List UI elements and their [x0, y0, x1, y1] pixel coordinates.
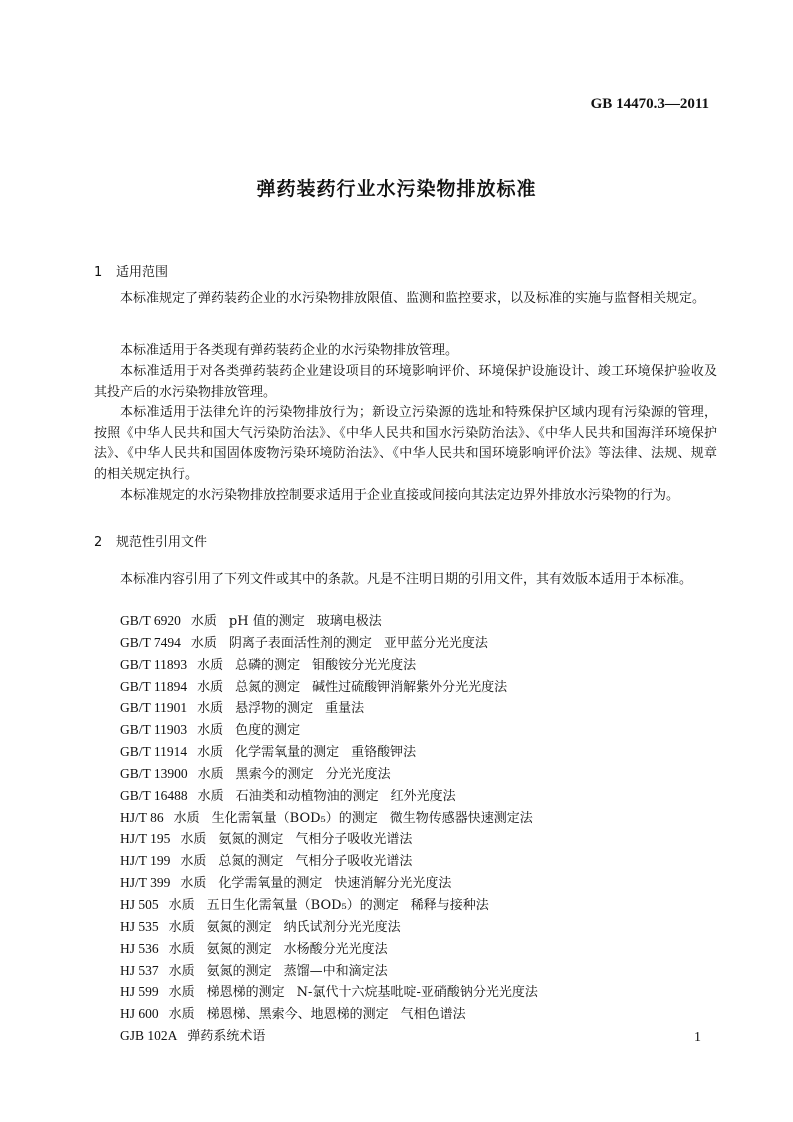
reference-technique: 气相分子吸收光谱法: [295, 832, 413, 848]
reference-technique: 重量法: [325, 701, 365, 717]
reference-method: 色度的测定: [235, 723, 301, 739]
reference-technique: 重铬酸钾法: [351, 745, 417, 761]
reference-method: 阴离子表面活性剂的测定: [228, 635, 372, 651]
reference-item: [120, 982, 720, 1004]
reference-technique: 微生物传感器快速测定法: [389, 810, 533, 826]
section-1-paragraph: 本标准适用于各类现有弹药装药企业的水污染物排放管理。: [120, 343, 459, 358]
reference-method: 生化需氧量（BOD₅）的测定: [211, 810, 378, 826]
reference-code: GJB 102A: [120, 1028, 178, 1044]
standard-code: GB 14470.3—2011: [590, 96, 709, 112]
reference-item: [120, 961, 720, 983]
reference-item: [120, 655, 720, 677]
document-title: 弹药装药行业水污染物排放标准: [256, 178, 537, 200]
reference-method: 黑索今的测定: [235, 766, 314, 782]
reference-code: HJ/T 199: [120, 853, 171, 869]
reference-item: [120, 611, 720, 633]
section-1-paragraph: 本标准适用于对各类弹药装药企业建设项目的环境影响评价、环境保护设施设计、竣工环境保护验收及其投产后的水污染物排放管理。: [94, 364, 717, 400]
reference-name: 水质: [180, 876, 207, 892]
reference-code: GB/T 7494: [120, 634, 181, 650]
reference-method: 氨氮的测定: [206, 963, 272, 979]
reference-code: HJ 536: [120, 940, 159, 956]
reference-technique: N-氯代十六烷基吡啶-亚硝酸钠分光光度法: [296, 985, 538, 1001]
reference-name: 水质: [168, 897, 195, 913]
reference-name: 水质: [197, 701, 224, 717]
section-2-number: 2: [94, 535, 103, 550]
section-1-heading: [94, 261, 168, 280]
reference-method: pH 值的测定: [228, 614, 305, 629]
reference-item: [120, 698, 720, 720]
reference-code: GB/T 16488: [120, 787, 188, 803]
reference-code: HJ 537: [120, 962, 159, 978]
reference-method: 总磷的测定: [235, 657, 301, 673]
reference-method: 石油类和动植物油的测定: [235, 788, 379, 804]
reference-name: 水质: [197, 766, 224, 782]
reference-method: 氨氮的测定: [218, 832, 284, 848]
reference-code: GB/T 6920: [120, 613, 181, 628]
reference-technique: 气相分子吸收光谱法: [295, 854, 413, 870]
reference-technique: 碱性过硫酸钾消解紫外分光光度法: [312, 679, 508, 695]
reference-method: 总氮的测定: [235, 679, 301, 695]
reference-code: HJ 600: [120, 1006, 159, 1022]
reference-name: 水质: [197, 679, 224, 695]
reference-code: GB/T 11903: [120, 722, 188, 738]
reference-method: 化学需氧量的测定: [235, 745, 340, 761]
reference-method: 五日生化需氧量（BOD₅）的测定: [206, 897, 399, 913]
reference-name: 水质: [168, 963, 195, 979]
reference-name: 水质: [173, 810, 200, 826]
reference-technique: 蒸馏—中和滴定法: [283, 963, 388, 979]
section-2-title: 规范性引用文件: [116, 535, 208, 550]
reference-item: [120, 808, 720, 830]
page-number: 1: [694, 1030, 701, 1045]
reference-item: [120, 677, 720, 699]
reference-technique: 气相色谱法: [400, 1007, 466, 1023]
reference-method: 化学需氧量的测定: [218, 876, 323, 892]
reference-method: 总氮的测定: [218, 854, 284, 870]
reference-name: 弹药系统术语: [187, 1029, 266, 1045]
reference-name: 水质: [197, 723, 224, 739]
reference-name: 水质: [197, 657, 224, 673]
reference-item: [120, 851, 720, 873]
section-1-number: 1: [94, 265, 103, 280]
reference-item: [120, 742, 720, 764]
reference-name: 水质: [190, 614, 217, 629]
reference-item: [120, 917, 720, 939]
reference-method: 氨氮的测定: [206, 919, 272, 935]
section-2-heading: [94, 531, 207, 550]
reference-code: HJ 505: [120, 896, 159, 912]
reference-technique: 红外光度法: [390, 788, 456, 804]
section-1-paragraph: 本标准适用于法律允许的污染物排放行为；新设立污染源的选址和特殊保护区域内现有污染源的管理，按照《中华人民共和国大气污染防治法》、《中华人民共和国水污染防治法》、《中华人民共和国海洋环境保护法》、《中华人民共和国固体废物污染环境防治法》、《中华人民共和国环境影响评价法》等法律、法规、规章的相关规定执行。: [94, 405, 717, 482]
reference-item: [120, 720, 720, 742]
reference-item: [120, 1026, 720, 1048]
reference-name: 水质: [168, 985, 195, 1001]
reference-code: HJ/T 195: [120, 831, 171, 847]
reference-name: 水质: [168, 941, 195, 957]
reference-code: GB/T 11914: [120, 744, 188, 760]
reference-method: 悬浮物的测定: [235, 701, 314, 717]
reference-item: [120, 895, 720, 917]
reference-name: 水质: [190, 635, 217, 651]
reference-name: 水质: [197, 745, 224, 761]
reference-name: 水质: [180, 854, 207, 870]
reference-item: [120, 786, 720, 808]
section-1-title: 适用范围: [116, 265, 169, 280]
reference-technique: 纳氏试剂分光光度法: [283, 919, 401, 935]
section-1-paragraph: 本标准规定的水污染物排放控制要求适用于企业直接或间接向其法定边界外排放水污染物的行为。: [120, 488, 680, 503]
reference-list: [120, 611, 720, 1048]
reference-code: HJ/T 399: [120, 875, 171, 891]
reference-technique: 玻璃电极法: [316, 614, 382, 629]
reference-name: 水质: [180, 832, 207, 848]
reference-code: HJ 535: [120, 918, 159, 934]
reference-item: [120, 1004, 720, 1026]
reference-technique: 快速消解分光光度法: [334, 876, 452, 892]
reference-name: 水质: [168, 919, 195, 935]
reference-technique: 钼酸铵分光光度法: [312, 657, 417, 673]
reference-technique: 亚甲蓝分光光度法: [383, 635, 488, 651]
section-1-paragraph: 本标准规定了弹药装药企业的水污染物排放限值、监测和监控要求，以及标准的实施与监督相关规定。: [120, 291, 706, 306]
reference-technique: 分光光度法: [325, 766, 391, 782]
reference-name: 水质: [197, 788, 224, 804]
reference-code: GB/T 11901: [120, 700, 188, 716]
reference-code: GB/T 11893: [120, 656, 188, 672]
reference-item: [120, 873, 720, 895]
reference-name: 水质: [168, 1007, 195, 1023]
reference-item: [120, 633, 720, 655]
reference-method: 梯恩梯、黑索今、地恩梯的测定: [206, 1007, 389, 1023]
reference-method: 氨氮的测定: [206, 941, 272, 957]
reference-technique: 稀释与接种法: [410, 897, 489, 913]
reference-item: [120, 764, 720, 786]
reference-technique: 水杨酸分光光度法: [283, 941, 388, 957]
reference-method: 梯恩梯的测定: [206, 985, 285, 1001]
reference-code: HJ/T 86: [120, 809, 164, 825]
reference-code: GB/T 11894: [120, 678, 188, 694]
reference-code: GB/T 13900: [120, 765, 188, 781]
reference-code: HJ 599: [120, 984, 159, 1000]
section-2-intro: 本标准内容引用了下列文件或其中的条款。凡是不注明日期的引用文件，其有效版本适用于本标准。: [120, 572, 693, 587]
reference-item: [120, 939, 720, 961]
reference-item: [120, 829, 720, 851]
